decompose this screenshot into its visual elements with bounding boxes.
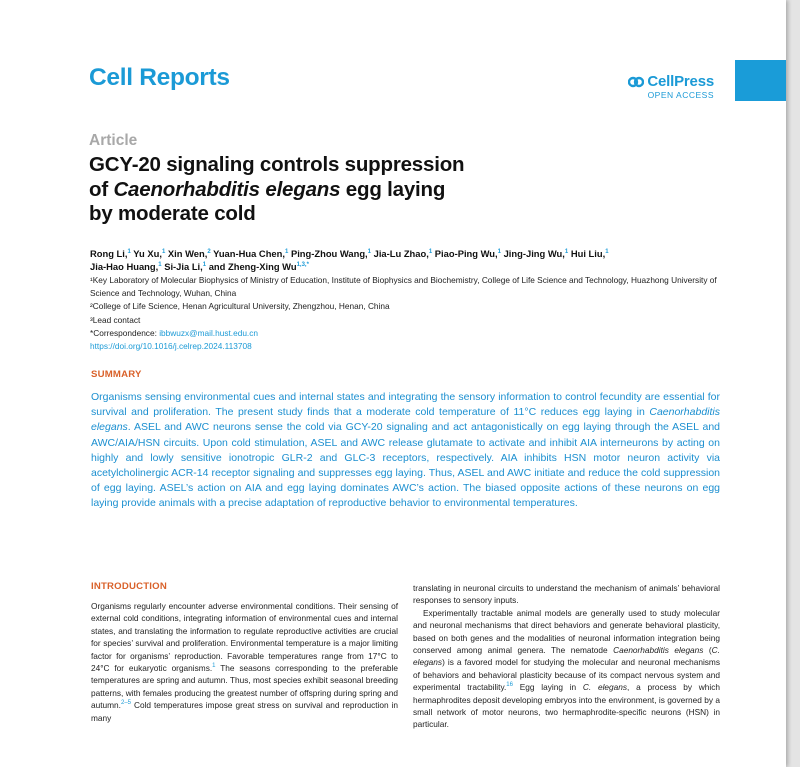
open-access-label: OPEN ACCESS xyxy=(647,90,714,100)
author: Piao-Ping Wu,$^1$ xyxy=(434,248,501,259)
affiliation-2: ²College of Life Science, Henan Agricultural University, Zhengzhou, Henan, China xyxy=(90,301,390,312)
intro-paragraph: Experimentally tractable animal models are generally used to study molecular and neuronal mechanisms that direct behaviors and generate behavioral plasticity, based on both genes and the modalities of neuronal information integration being conserved among animal genera. The nematode Caenorhabditis elegans (C. elegans) is a favored model for studying the molecular and neuronal mechanisms of behaviors and behavioral plasticity because of its compact nervous system and experimental tractability.$^{16}$ Egg laying in C. elegans, a process by which hermaphrodites deposit developing embryos into the environment, is governed by a small network of motor neurons, two hermaphrodite-specific neurons (HSN) in particular. xyxy=(413,607,720,730)
affiliation-1: ¹Key Laboratory of Molecular Biophysics of Ministry of Education, Institute of Biophysics and Biochemistry, College of Life Science and Technology, Huazhong University of Science and Technology, Wuhan, China xyxy=(90,275,717,299)
author: Xin Wen,$^2$ xyxy=(167,248,211,259)
intro-paragraph: translating in neuronal circuits to understand the mechanism of animals’ behavioral responses to sensory inputs. xyxy=(413,583,720,606)
author: Jing-Jing Wu,$^1$ xyxy=(503,248,569,259)
doi-link[interactable]: https://doi.org/10.1016/j.celrep.2024.113708 xyxy=(90,341,252,352)
affiliations xyxy=(90,274,730,353)
author: Ping-Zhou Wang,$^1$ xyxy=(290,248,371,259)
author-list xyxy=(90,247,730,273)
title-line-2-post: egg laying xyxy=(340,177,446,201)
page-tab-marker xyxy=(735,60,786,101)
introduction-heading: INTRODUCTION xyxy=(91,581,167,592)
article-type: Article xyxy=(89,132,138,149)
title-line-1: GCY-20 signaling controls suppression xyxy=(89,153,465,176)
author: Hui Liu,$^1$ xyxy=(570,248,609,259)
title-line-3: by moderate cold xyxy=(89,202,256,225)
lead-contact: ³Lead contact xyxy=(90,314,141,325)
journal-title: Cell Reports xyxy=(89,64,230,91)
author: Jia-Hao Huang,$^1$ xyxy=(90,261,162,272)
publisher-logo[interactable] xyxy=(628,73,714,100)
author: Yu Xu,$^1$ xyxy=(133,248,166,259)
article-title xyxy=(89,153,649,227)
intro-paragraph: Organisms regularly encounter adverse environmental conditions. Their sensing of external cold conditions, integrating information of environmental cues and internal states, and translating the information to regulate reproductive activities are crucial for species’ survival and proliferation. Environmental temperature is a major limiting factor for organisms’ reproduction. Favorable temperatures range from 17°C to 24°C for eukaryotic organisms.$^1$ The seasons corresponding to the preferable temperatures are spring and autumn. Thus, most species exhibit seasonal breeding patterns, with females producing the greatest number of offspring during spring and autumn.$^{2-5}$ Cold temperatures impose great stress on survival and reproduction in many xyxy=(91,601,399,723)
title-line-2-italic: Caenorhabditis elegans xyxy=(113,177,341,201)
correspondence-email-link[interactable]: ibbwuzx@mail.hust.edu.cn xyxy=(159,327,259,338)
summary-text: Organisms sensing environmental cues and internal states and integrating the sensory information to control fecundity are essential for survival and proliferation. The present study finds that a moderate cold temperature of 11°C reduces egg laying in Caenorhabditis elegans. ASEL and AWC neurons sense the cold via GCY-20 signaling and act antagonistically on egg laying through the ASEL and AWC/AIA/HSN circuits. Upon cold stimulation, ASEL and AWC release glutamate to activate and inhibit AIA interneurons by acting on highly and lowly sensitive ionotropic GLR-2 and GLC-3 receptors, respectively. AIA inhibits HSN motor neuron activity via acetylcholinergic ACR-14 receptor signaling and suppresses egg laying. Thus, ASEL and AWC initiate and reduce the cold suppression of egg laying. ASEL’s action on AIA and egg laying dominates AWC’s action. The biased opposite actions of these neurons on egg laying provide animals with a precise adaptation of reproductive behavior to environmental temperatures. xyxy=(91,391,720,510)
author: Rong Li,$^1$ xyxy=(90,248,131,259)
author: Si-Jia Li,$^1$ xyxy=(164,261,207,272)
intro-right-column xyxy=(413,582,720,731)
author: Yuan-Hua Chen,$^1$ xyxy=(213,248,289,259)
intro-left-column xyxy=(91,600,398,724)
author: Jia-Lu Zhao,$^1$ xyxy=(373,248,433,259)
author: and Zheng-Xing $Wu^{1,3,*}$ xyxy=(208,261,309,272)
correspondence: *Correspondence: ibbwuzx@mail.hust.edu.cn xyxy=(90,327,259,338)
cellpress-icon xyxy=(628,75,644,89)
publisher-name: CellPress xyxy=(647,73,714,90)
title-line-2-pre: of xyxy=(89,177,114,201)
summary-heading: SUMMARY xyxy=(91,369,142,380)
